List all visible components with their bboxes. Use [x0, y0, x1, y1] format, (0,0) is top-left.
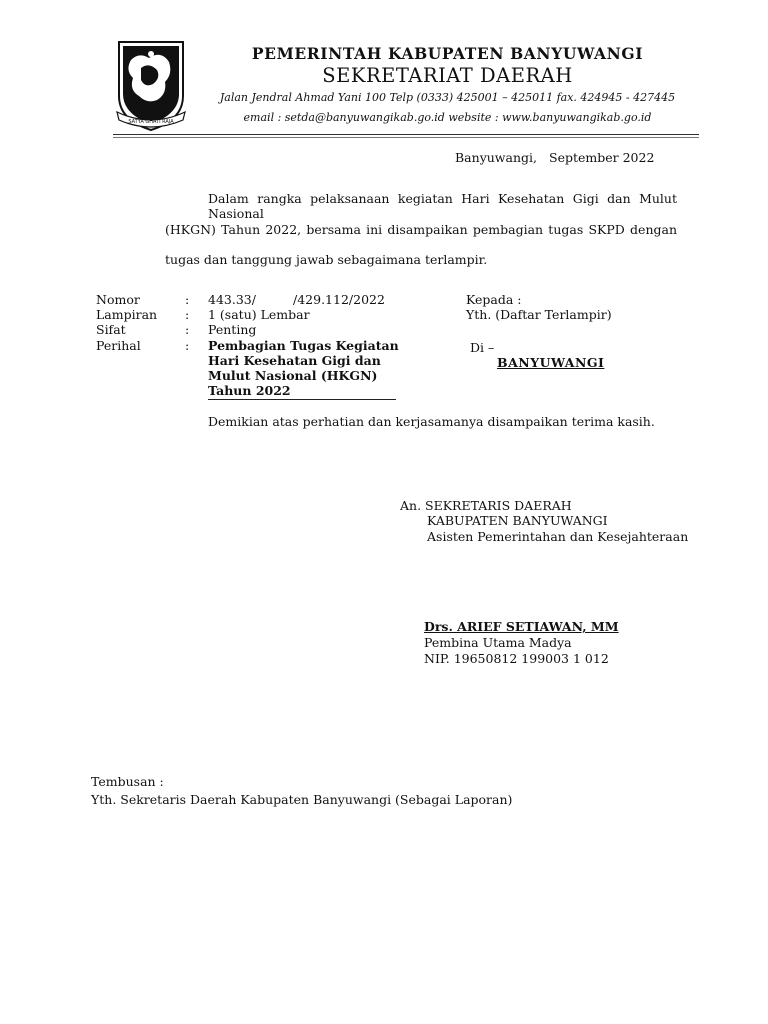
perihal-line-1: Pembagian Tugas Kegiatan — [208, 338, 399, 353]
sifat-label: Sifat — [96, 322, 126, 337]
perihal-line-4: Tahun 2022 — [208, 383, 291, 398]
nomor-value-b: /429.112/2022 — [293, 292, 385, 307]
letterhead-office: SEKRETARIAT DAERAH — [322, 64, 573, 87]
nomor-label: Nomor — [96, 292, 140, 307]
letterhead-government: PEMERINTAH KABUPATEN BANYUWANGI — [251, 44, 644, 63]
recipient-kepada: Kepada : — [466, 292, 522, 307]
letterhead-address: Jalan Jendral Ahmad Yani 100 Telp (0333) 425001 – 425011 fax. 424945 - 427445 — [219, 91, 676, 104]
perihal-line-3: Mulut Nasional (HKGN) — [208, 368, 378, 383]
signature-nip: NIP. 19650812 199003 1 012 — [424, 651, 609, 666]
perihal-underline — [208, 399, 396, 400]
recipient-di: Di – — [470, 340, 495, 355]
body-line-3: tugas dan tanggung jawab sebagaimana terlampir. — [165, 252, 488, 267]
nomor-colon: : — [185, 292, 190, 307]
signature-an: An. SEKRETARIS DAERAH — [400, 498, 572, 513]
lampiran-colon: : — [185, 307, 190, 322]
date-value: September 2022 — [549, 150, 655, 165]
lampiran-value: 1 (satu) Lembar — [208, 307, 310, 322]
lampiran-label: Lampiran — [96, 307, 158, 322]
letterhead-divider-thin — [113, 137, 699, 138]
signature-asisten: Asisten Pemerintahan dan Kesejahteraan — [427, 529, 689, 544]
nomor-value-a: 443.33/ — [208, 292, 256, 307]
closing-text: Demikian atas perhatian dan kerjasamanya disampaikan terima kasih. — [208, 414, 655, 429]
perihal-line-2: Hari Kesehatan Gigi dan — [208, 353, 381, 368]
signature-name: Drs. ARIEF SETIAWAN, MM — [424, 619, 619, 634]
letterhead-divider — [113, 134, 699, 135]
sifat-value: Penting — [208, 322, 257, 337]
sifat-colon: : — [185, 322, 190, 337]
recipient-yth: Yth. (Daftar Terlampir) — [466, 307, 612, 322]
letterhead-contact: email : setda@banyuwangikab.go.id website : www.banyuwangikab.go.id — [243, 111, 652, 124]
signature-rank: Pembina Utama Madya — [424, 635, 572, 650]
perihal-label: Perihal — [96, 338, 141, 353]
cc-label: Tembusan : — [91, 774, 164, 789]
recipient-place: BANYUWANGI — [497, 355, 605, 370]
cc-item: Yth. Sekretaris Daerah Kabupaten Banyuwangi (Sebagai Laporan) — [91, 792, 513, 807]
body-line-1: Dalam rangka pelaksanaan kegiatan Hari Kesehatan Gigi dan Mulut Nasional — [208, 191, 677, 221]
perihal-colon: : — [185, 338, 190, 353]
body-line-2: (HKGN) Tahun 2022, bersama ini disampaikan pembagian tugas SKPD dengan — [165, 222, 677, 237]
date-city: Banyuwangi, — [455, 150, 537, 165]
signature-kabupaten: KABUPATEN BANYUWANGI — [427, 513, 608, 528]
svg-text:SATYA GHATI RAJA: SATYA GHATI RAJA — [128, 119, 174, 125]
